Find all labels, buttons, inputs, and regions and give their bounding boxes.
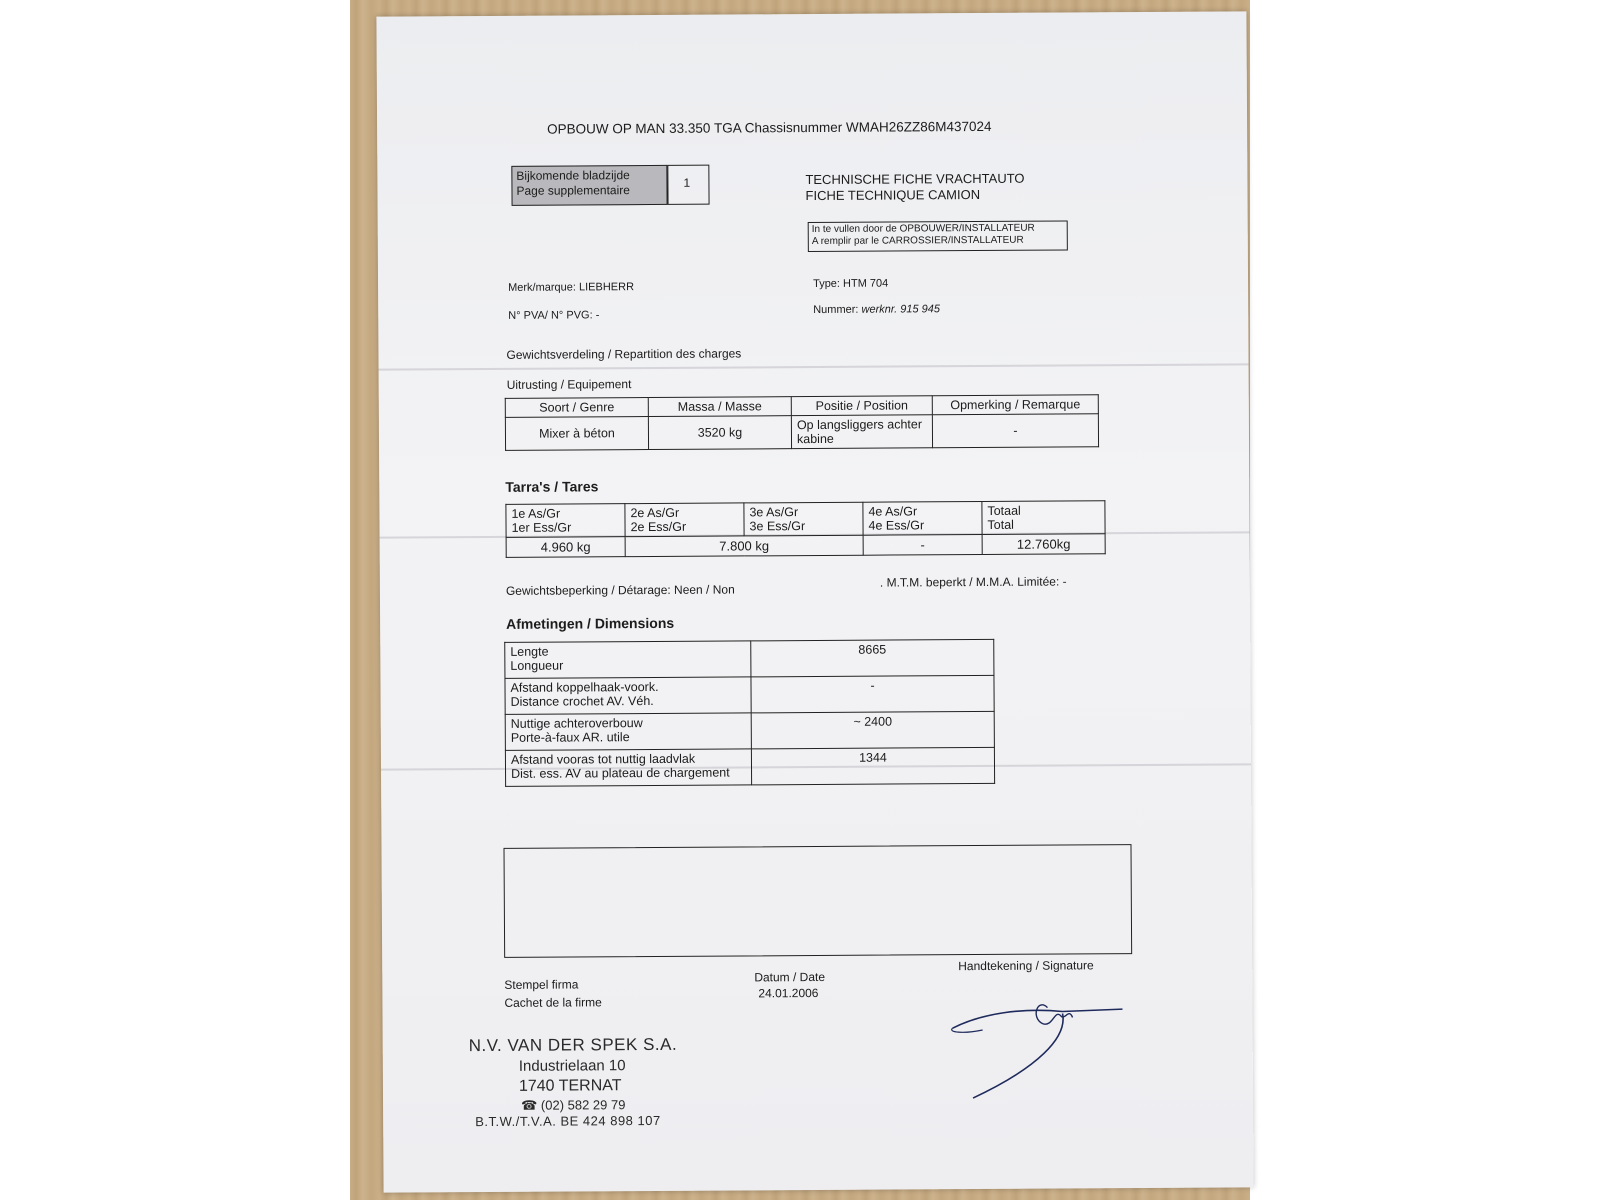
table-row bbox=[505, 414, 1098, 451]
table-cell: 12.760kg bbox=[982, 534, 1105, 555]
table-cell: 7.800 kg bbox=[625, 535, 863, 556]
tare-header-nl: 2e As/Gr bbox=[630, 505, 680, 521]
company-name: N.V. VAN DER SPEK S.A. bbox=[468, 1034, 678, 1056]
dimension-label-nl: Afstand vooras tot nuttig laadvlak bbox=[510, 751, 696, 767]
dimension-label-nl: Nuttige achteroverbouw bbox=[510, 716, 643, 731]
nummer-value: werknr. 915 945 bbox=[861, 303, 941, 316]
type-label: Type: bbox=[813, 277, 840, 291]
table-row bbox=[506, 501, 1105, 538]
table-cell: - bbox=[932, 414, 1098, 448]
company-street: Industrielaan 10 bbox=[518, 1057, 626, 1075]
tare-header-fr: 1er Ess/Gr bbox=[511, 520, 572, 535]
table-header-cell bbox=[506, 504, 625, 538]
company-city: 1740 TERNAT bbox=[518, 1077, 622, 1095]
stempel-label-nl: Stempel firma bbox=[504, 977, 579, 992]
table-row bbox=[505, 675, 994, 714]
table-cell: 1344 bbox=[751, 747, 994, 784]
company-vat: B.T.W./T.V.A. BE 424 898 107 bbox=[475, 1112, 661, 1130]
detarage-left: Gewichtsbeperking / Détarage: Neen / Non bbox=[505, 582, 735, 598]
fold-line bbox=[379, 363, 1249, 370]
dimensions-table bbox=[504, 639, 995, 787]
detarage-right: . M.T.M. beperkt / M.M.A. Limitée: - bbox=[879, 574, 1067, 590]
heading-fr: FICHE TECHNIQUE CAMION bbox=[805, 186, 981, 204]
signature-label: Handtekening / Signature bbox=[958, 958, 1094, 974]
dimension-label-fr: Longueur bbox=[510, 658, 564, 673]
table-cell: 8665 bbox=[751, 639, 994, 676]
fill-note-nl: In te vullen door de OPBOUWER/INSTALLATEUR bbox=[811, 222, 1035, 236]
handwritten-signature bbox=[942, 987, 1143, 1108]
table-row bbox=[506, 534, 1105, 558]
tare-header-nl: 1e As/Gr bbox=[511, 506, 561, 521]
table-cell: - bbox=[751, 675, 994, 712]
table-cell bbox=[505, 713, 751, 751]
remarks-box bbox=[503, 844, 1132, 958]
type-field bbox=[813, 278, 888, 290]
fill-note-box bbox=[808, 220, 1068, 252]
dimension-label-fr: Porte-à-faux AR. utile bbox=[510, 730, 630, 745]
table-cell: - bbox=[863, 534, 982, 555]
table-header-cell: Opmerking / Remarque bbox=[932, 395, 1098, 415]
dimension-label-fr: Dist. ess. AV au plateau de chargement bbox=[511, 765, 730, 781]
table-header-cell bbox=[982, 501, 1105, 535]
company-phone: ☎ (02) 582 29 79 bbox=[521, 1097, 626, 1113]
nummer-label: Nummer: bbox=[813, 303, 859, 317]
table-header-cell bbox=[625, 503, 744, 537]
dimension-label-nl: Afstand koppelhaak-voork. bbox=[510, 679, 659, 695]
tare-header-fr: Total bbox=[987, 517, 1014, 532]
tare-header-nl: Totaal bbox=[987, 503, 1021, 518]
table-cell: 4.960 kg bbox=[506, 537, 625, 558]
table-header-cell bbox=[863, 501, 982, 535]
table-cell bbox=[505, 677, 751, 715]
table-header-cell: Massa / Masse bbox=[648, 397, 791, 417]
dimension-label-nl: Lengte bbox=[510, 644, 549, 659]
table-cell bbox=[505, 749, 751, 787]
nummer-field bbox=[813, 303, 940, 316]
datum-value: 24.01.2006 bbox=[758, 985, 819, 1001]
tares-table bbox=[505, 500, 1105, 558]
table-cell bbox=[505, 641, 751, 679]
supplementary-label-fr: Page supplementaire bbox=[516, 183, 630, 198]
table-cell: 3520 kg bbox=[648, 416, 791, 450]
merk-field: Merk/marque: LIEBHERR bbox=[508, 281, 635, 294]
dimension-label-fr: Distance crochet AV. Véh. bbox=[510, 693, 654, 709]
supplementary-label-nl: Bijkomende bladzijde bbox=[516, 168, 630, 183]
table-row bbox=[505, 747, 994, 786]
table-row bbox=[505, 639, 994, 678]
tare-header-fr: 2e Ess/Gr bbox=[630, 519, 687, 535]
tare-header-fr: 4e Ess/Gr bbox=[868, 518, 925, 533]
document-title: OPBOUW OP MAN 33.350 TGA Chassisnummer WMAH26ZZ86M437024 bbox=[547, 118, 992, 137]
supplementary-page-number: 1 bbox=[683, 175, 691, 190]
fill-note-fr: A remplir par le CARROSSIER/INSTALLATEUR bbox=[811, 234, 1024, 248]
pva-field: N° PVA/ N° PVG: - bbox=[508, 309, 600, 322]
section-afmetingen: Afmetingen / Dimensions bbox=[506, 614, 675, 632]
datum-label: Datum / Date bbox=[754, 969, 826, 985]
section-gewichtsverdeling: Gewichtsverdeling / Repartition des charges bbox=[506, 346, 742, 362]
tare-header-nl: 3e As/Gr bbox=[749, 505, 799, 520]
table-header-cell: Positie / Position bbox=[791, 396, 932, 416]
table-header-cell bbox=[744, 502, 863, 536]
supplementary-page-number-box bbox=[667, 165, 709, 205]
table-cell: Mixer à béton bbox=[505, 417, 648, 451]
table-cell: ~ 2400 bbox=[751, 711, 994, 748]
heading-nl: TECHNISCHE FICHE VRACHTAUTO bbox=[805, 170, 1025, 188]
stempel-label-fr: Cachet de la firme bbox=[504, 995, 602, 1010]
equipment-table bbox=[505, 394, 1099, 451]
type-value: HTM 704 bbox=[842, 277, 889, 290]
table-row bbox=[505, 711, 994, 750]
table-header-cell: Soort / Genre bbox=[505, 398, 648, 418]
tare-header-fr: 3e Ess/Gr bbox=[749, 519, 806, 534]
section-tarra: Tarra's / Tares bbox=[505, 478, 599, 495]
tare-header-nl: 4e As/Gr bbox=[868, 504, 918, 519]
table-cell: Op langsliggers achter kabine bbox=[791, 415, 932, 449]
document-page bbox=[376, 11, 1253, 1192]
section-uitrusting: Uitrusting / Equipement bbox=[506, 377, 632, 392]
supplementary-page-label-box bbox=[511, 165, 667, 206]
